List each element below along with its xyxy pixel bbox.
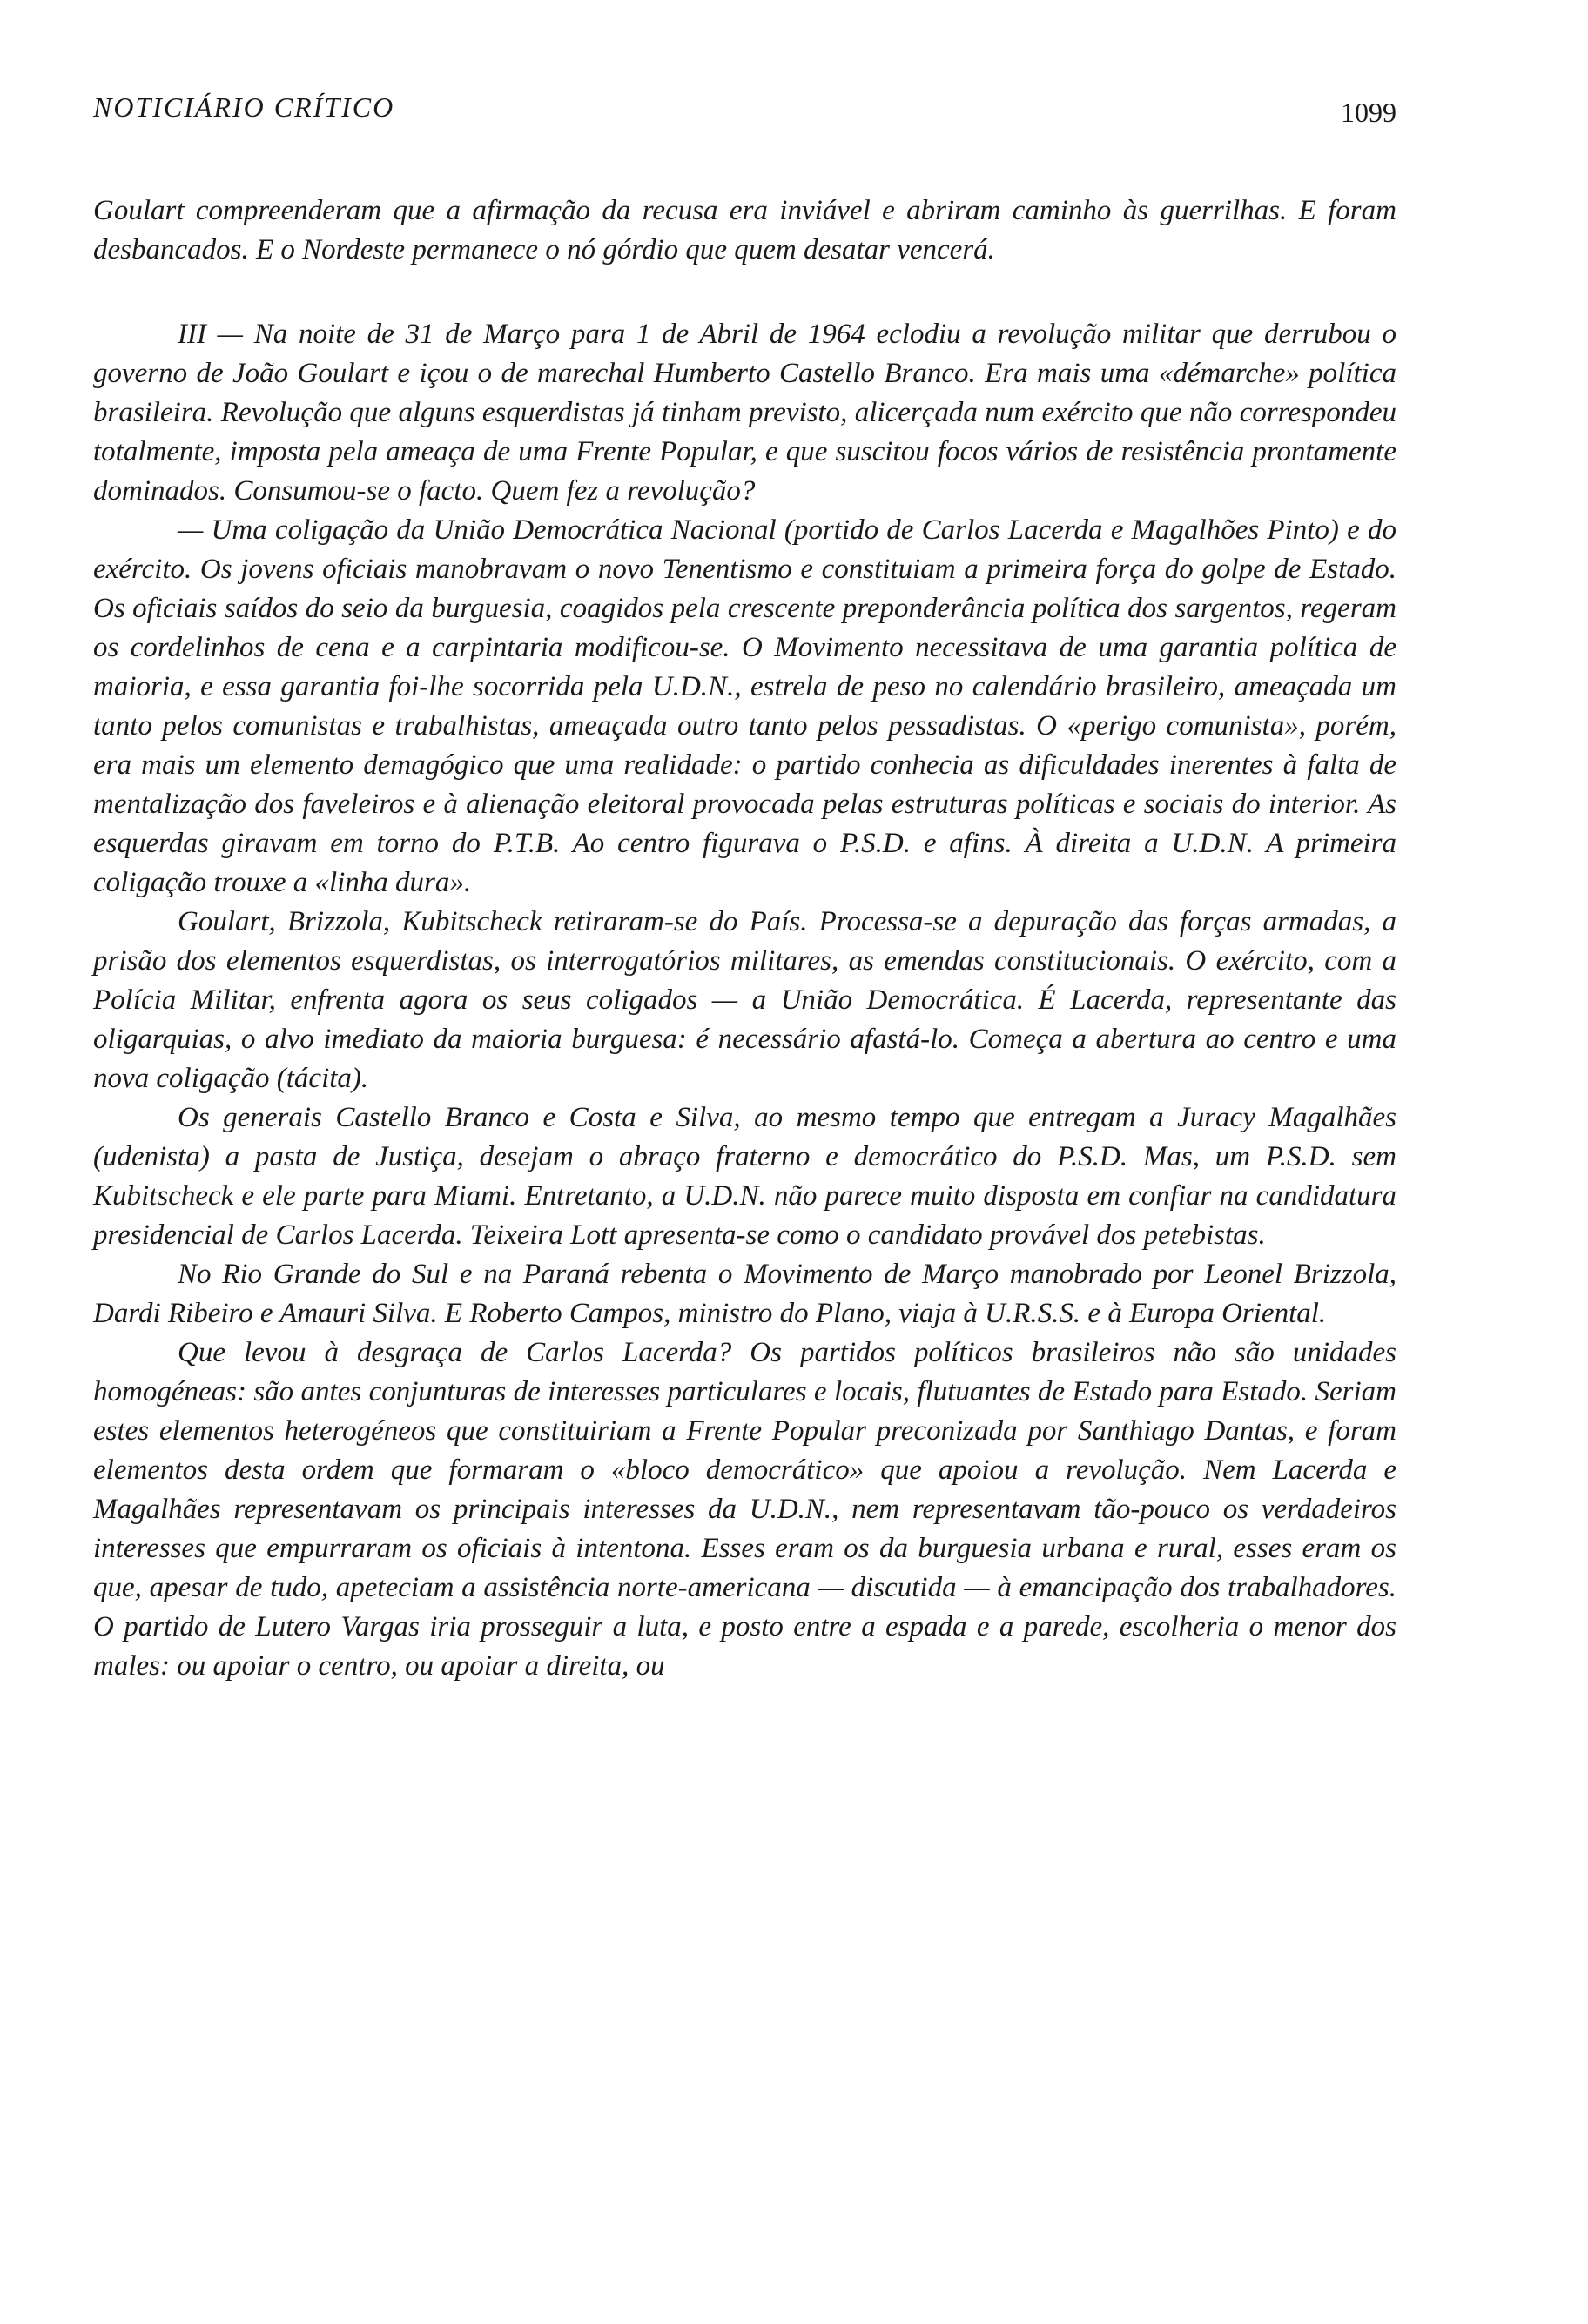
paragraph-5: Os generais Castello Branco e Costa e Silva, ao mesmo tempo que entregam a Juracy Magalhães (udenista) a pasta de Justiça, desejam o abraço fraterno e democrático do P.S.D. Mas, um P.S.D. sem Kubitscheck e ele parte para Miami. Entretanto, a U.D.N. não parece muito disposta em confiar na candidatura presidencial de Carlos Lacerda. Teixeira Lott apresenta-se como o candidato provável dos petebistas. [93, 1102, 1396, 1251]
running-head [93, 91, 1396, 144]
article-body [93, 191, 1396, 1686]
page-number: 1099 [1341, 97, 1396, 128]
paragraph-1: Goulart compreenderam que a afirmação da recusa era inviável e abriram caminho às guerrilhas. E foram desbancados. E o Nordeste permanece o nó górdio que quem desatar vencerá. [93, 195, 1396, 265]
paragraph-3: — Uma coligação da União Democrática Nacional (portido de Carlos Lacerda e Magalhões Pinto) e do exército. Os jovens oficiais manobravam o novo Tenentismo e constituiam a primeira força do golpe de Estado. Os oficiais saídos do seio da burguesia, coagidos pela crescente preponderância política dos sargentos, regeram os cordelinhos de cena e a carpintaria modificou-se. O Movimento necessitava de uma garantia política de maioria, e essa garantia foi-lhe socorrida pela U.D.N., estrela de peso no calendário brasileiro, ameaçada um tanto pelos comunistas e trabalhistas, ameaçada outro tanto pelos pessadistas. O «perigo comunista», porém, era mais um elemento demagógico que uma realidade: o partido conhecia as dificuldades inerentes à falta de mentalização dos faveleiros e à alienação eleitoral provocada pelas estruturas políticas e sociais do interior. As esquerdas giravam em torno do P.T.B. Ao centro figurava o P.S.D. e afins. À direita a U.D.N. A primeira coligação trouxe a «linha dura». [93, 514, 1396, 898]
paragraph-2: III — Na noite de 31 de Março para 1 de Abril de 1964 eclodiu a revolução militar que derrubou o governo de João Goulart e içou o de marechal Humberto Castello Branco. Era mais uma «démarche» política brasileira. Revolução que alguns esquerdistas já tinham previsto, alicerçada num exército que não correspondeu totalmente, imposta pela ameaça de uma Frente Popular, e que suscitou focos vários de resistência prontamente dominados. Consumou-se o facto. Quem fez a revolução? [93, 319, 1396, 507]
paragraph-6: No Rio Grande do Sul e na Paraná rebenta o Movimento de Março manobrado por Leonel Brizzola, Dardi Ribeiro e Amauri Silva. E Roberto Campos, ministro do Plano, viaja à U.R.S.S. e à Europa Oriental. [93, 1259, 1396, 1329]
paragraph-4: Goulart, Brizzola, Kubitscheck retiraram-se do País. Processa-se a depuração das forças armadas, a prisão dos elementos esquerdistas, os interrogatórios militares, as emendas constitucionais. O exército, com a Polícia Militar, enfrenta agora os seus coligados — a União Democrática. É Lacerda, representante das oligarquias, o alvo imediato da maioria burguesa: é necessário afastá-lo. Começa a abertura ao centro e uma nova coligação (tácita). [93, 906, 1396, 1094]
paragraph-7: Que levou à desgraça de Carlos Lacerda? Os partidos políticos brasileiros não são unidades homogéneas: são antes conjunturas de interesses particulares e locais, flutuantes de Estado para Estado. Seriam estes elementos heterogéneos que constituiriam a Frente Popular preconizada por Santhiago Dantas, e foram elementos desta ordem que formaram o «bloco democrático» que apoiou a revolução. Nem Lacerda e Magalhães representavam os principais interesses da U.D.N., nem representavam tão-pouco os verdadeiros interesses que empurraram os oficiais à intentona. Esses eram os da burguesia urbana e rural, esses eram os que, apesar de tudo, apeteciam a assistência norte-americana — discutida — à emancipação dos trabalhadores. O partido de Lutero Vargas iria prosseguir a luta, e posto entre a espada e a parede, escolheria o menor dos males: ou apoiar o centro, ou apoiar a direita, ou [93, 1337, 1396, 1682]
section-title: NOTICIÁRIO CRÍTICO [93, 91, 395, 123]
